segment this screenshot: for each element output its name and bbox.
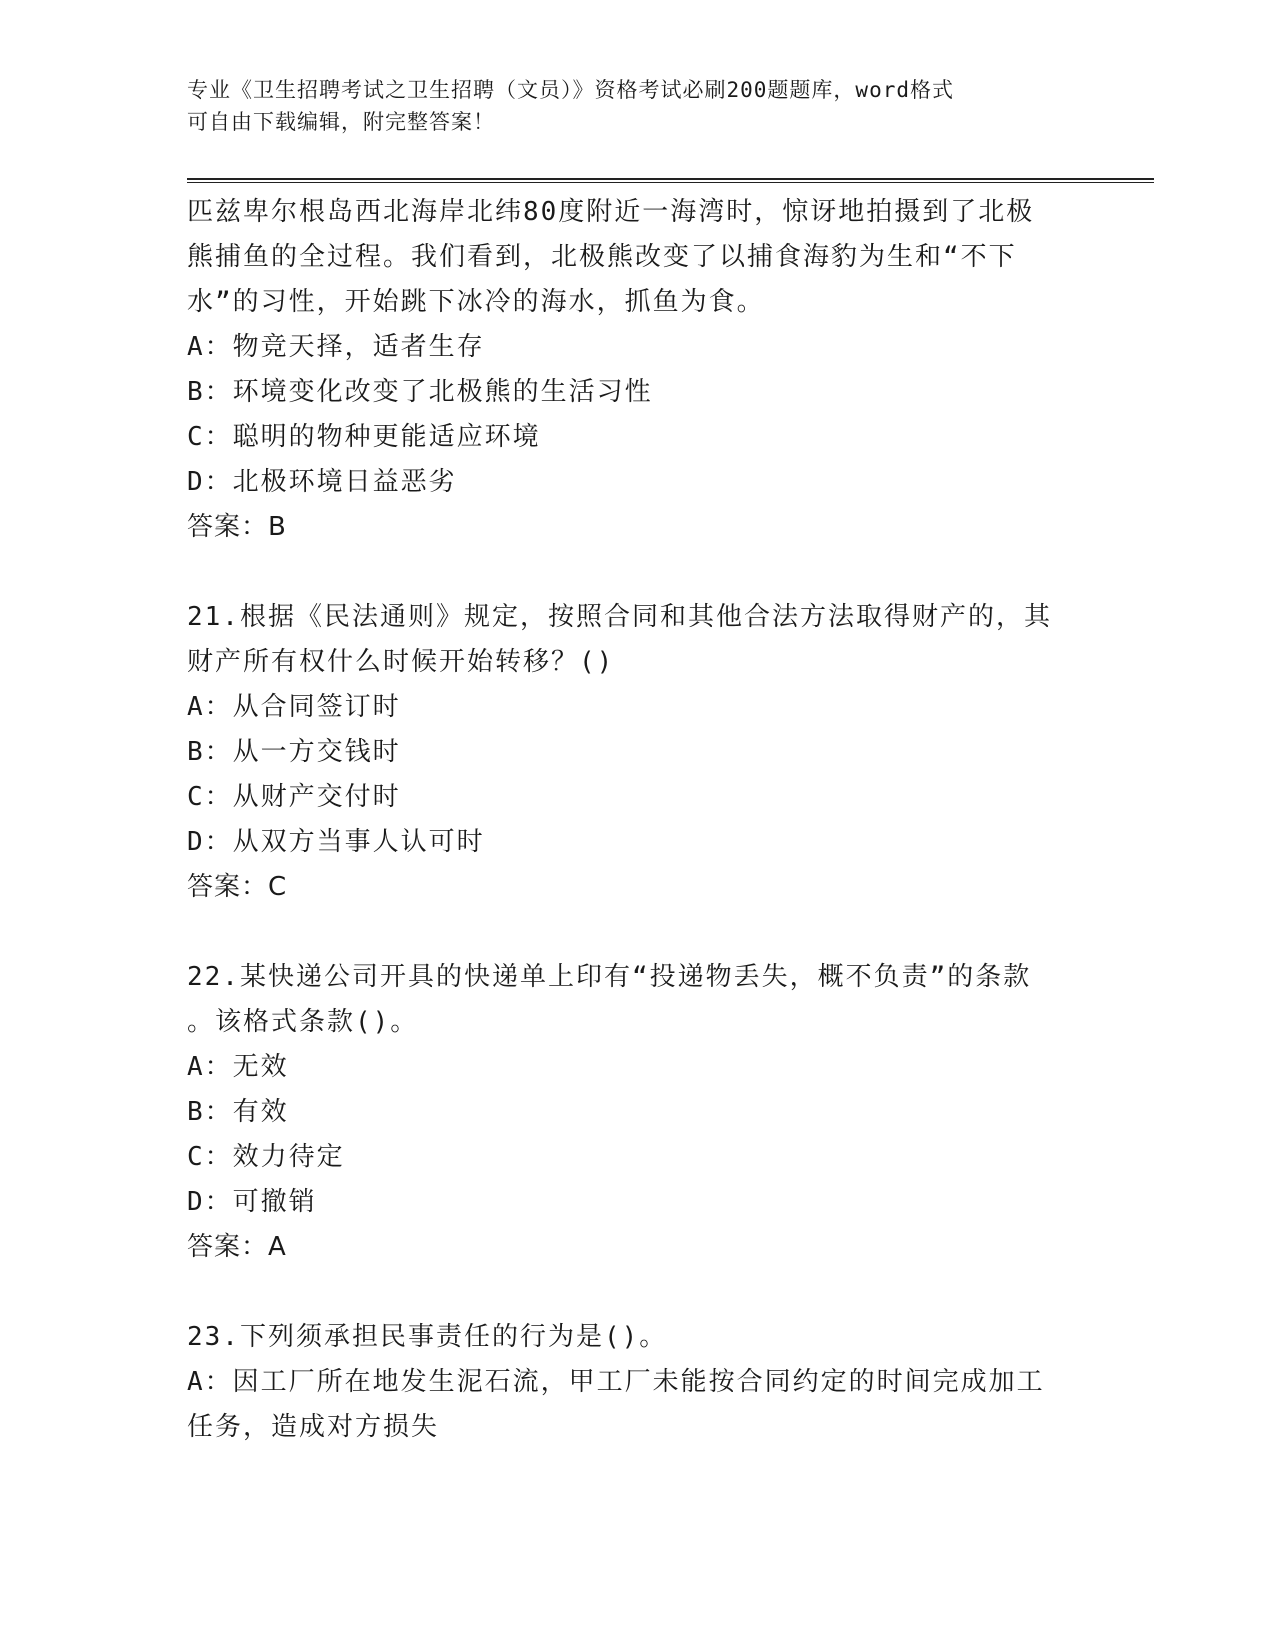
- question-20: [187, 190, 1087, 550]
- option-c: C：从财产交付时: [187, 782, 401, 812]
- question-21: [187, 595, 1087, 910]
- question-stem-line: 水”的习性，开始跳下冰冷的海水，抓鱼为食。: [187, 287, 765, 317]
- option-b: B：环境变化改变了北极熊的生活习性: [187, 377, 653, 407]
- option-a-continued: 任务，造成对方损失: [187, 1412, 440, 1442]
- option-b: B：有效: [187, 1097, 289, 1127]
- spacer: [187, 910, 1087, 955]
- option-d: D：从双方当事人认可时: [187, 827, 485, 857]
- option-a: A：无效: [187, 1052, 289, 1082]
- question-stem-line: 熊捕鱼的全过程。我们看到，北极熊改变了以捕食海豹为生和“不下: [187, 242, 1017, 272]
- question-stem-line: 22.某快递公司开具的快递单上印有“投递物丢失，概不负责”的条款: [187, 962, 1032, 992]
- header-title-line-1: 专业《卫生招聘考试之卫生招聘（文员）》资格考试必刷200题题库，word格式: [187, 78, 954, 102]
- question-stem-line: 匹兹卑尔根岛西北海岸北纬80度附近一海湾时，惊讶地拍摄到了北极: [187, 197, 1035, 227]
- option-b: B：从一方交钱时: [187, 737, 401, 767]
- question-list: [187, 190, 1087, 1450]
- option-d: D：可撤销: [187, 1187, 317, 1217]
- answer: 答案：A: [187, 1232, 287, 1262]
- question-stem-line: 。该格式条款()。: [187, 1007, 419, 1037]
- document-header: [187, 74, 1067, 138]
- question-23: [187, 1315, 1087, 1450]
- header-divider: [187, 178, 1154, 183]
- question-stem-line: 财产所有权什么时候开始转移？(): [187, 647, 615, 677]
- option-a: A：从合同签订时: [187, 692, 401, 722]
- header-title-line-2: 可自由下载编辑，附完整答案！: [187, 110, 495, 134]
- question-stem-line: 23.下列须承担民事责任的行为是()。: [187, 1322, 668, 1352]
- option-c: C：效力待定: [187, 1142, 345, 1172]
- option-d: D：北极环境日益恶劣: [187, 467, 457, 497]
- option-a: A：因工厂所在地发生泥石流，甲工厂未能按合同约定的时间完成加工: [187, 1367, 1045, 1397]
- question-22: [187, 955, 1087, 1270]
- answer: 答案：B: [187, 512, 287, 542]
- spacer: [187, 550, 1087, 595]
- option-c: C：聪明的物种更能适应环境: [187, 422, 541, 452]
- answer: 答案：C: [187, 872, 288, 902]
- spacer: [187, 1270, 1087, 1315]
- option-a: A：物竞天择，适者生存: [187, 332, 485, 362]
- question-stem-line: 21.根据《民法通则》规定，按照合同和其他合法方法取得财产的，其: [187, 602, 1052, 632]
